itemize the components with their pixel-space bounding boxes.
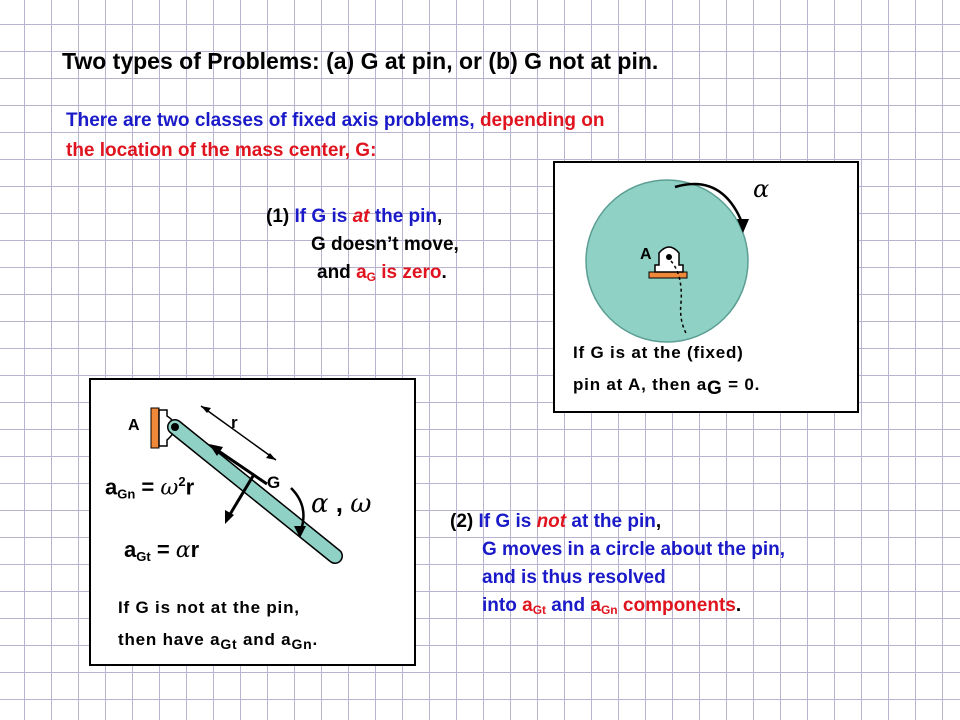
case-1-if: If G is [294,206,353,227]
intro-blue-text: There are two classes of fixed axis problems, [66,110,480,131]
agt-sub: Gt [136,549,151,564]
agn-r: r [185,474,195,500]
case-2-and: and [546,595,591,616]
case-1-line-3 [266,259,459,291]
diagram-g-not-at-pin [89,378,416,666]
alpha-omega-comma: , [328,488,351,518]
alpha-label: α [311,489,329,519]
case-2-line-2: G moves in a circle about the pin, [482,539,786,560]
wall-support [151,408,159,448]
case-2-comma: , [655,511,662,532]
case-1-sub: G [366,270,376,284]
agt-equation [124,537,199,564]
pin-base [649,272,687,278]
pin-a [666,254,672,260]
case-1-and: and [317,262,357,283]
panel-1-cap-sub: G [707,378,723,399]
case-2-components: components [617,595,736,616]
alpha-omega-label [311,488,371,519]
g-label: G [267,473,281,492]
case-2-into: into [482,595,523,616]
agn-eq: = [135,474,161,500]
alpha-symbol: α [175,538,191,563]
panel-2-caption [118,592,318,660]
case-1-comma: , [437,206,443,227]
intro-line-2: the location of the mass center, G: [66,140,377,161]
agt-eq: = [150,537,176,562]
case-2-text [450,508,785,624]
case-2-agt [522,595,546,616]
diagram-g-at-pin [553,161,859,413]
panel-1-cap-b: = 0. [722,375,761,394]
panel-2-cap-a: then have a [118,630,221,649]
alpha-symbol: α [753,175,770,203]
case-1-period: . [441,262,447,283]
case-2-a2: a [590,595,601,616]
r-label: r [231,413,238,432]
case-2-line-1 [450,508,785,536]
agt-r: r [190,537,200,562]
case-2-agn [590,595,735,616]
panel-1-caption-line-1: If G is at the (fixed) [573,343,744,362]
page-title: Two types of Problems: (a) G at pin, or (b) G not at pin. [62,48,659,74]
case-2-at-the-pin: at the pin [566,511,656,532]
case-2-if: If G is [478,511,537,532]
intro-red-text: depending on [479,110,605,131]
panel-2-caption-line-1: If G is not at the pin, [118,598,300,617]
case-2-not: not [536,511,567,532]
agn-a: a [105,474,118,500]
panel-2-caption-line-2 [118,624,318,660]
pin-label-a: A [640,246,652,263]
case-1-a: a [356,262,367,283]
omega-symbol: ω [160,475,179,501]
panel-2-cap-b: and a [237,630,292,649]
case-1-line-2: G doesn’t move, [311,234,459,255]
agt-a: a [124,537,137,562]
case-1-ag [356,262,441,283]
case-2-number: (2) [450,511,479,532]
squared: 2 [178,474,186,489]
omega-label: ω [350,489,372,519]
case-1-number: (1) [266,206,295,227]
case-1-is-zero: is zero [375,262,442,283]
panel-2-cap-sub2: Gn [291,636,313,652]
intro-line-1 [66,106,605,136]
agn-sub: Gn [117,486,136,502]
case-2-line-3: and is thus resolved [482,567,666,588]
case-2-period: . [735,595,742,616]
pin-label-a: A [128,417,140,434]
panel-2-cap-sub1: Gt [220,636,238,652]
case-2-sub1: Gt [532,603,547,617]
case-1-line-1 [266,203,459,231]
panel-1-cap-a: pin at A, then a [573,375,708,394]
intro-text [66,106,605,166]
agn-equation [105,474,194,501]
case-2-sub2: Gn [600,603,618,617]
case-2-a1: a [522,595,533,616]
case-1-at: at [352,206,370,227]
pin-a-point [171,423,179,431]
case-2-line-4 [450,592,785,624]
panel-1-caption-line-2 [573,369,760,405]
panel-2-cap-c: . [312,630,319,649]
case-1-text [266,203,459,291]
case-1-the-pin: the pin [369,206,438,227]
panel-1-caption [573,337,760,405]
